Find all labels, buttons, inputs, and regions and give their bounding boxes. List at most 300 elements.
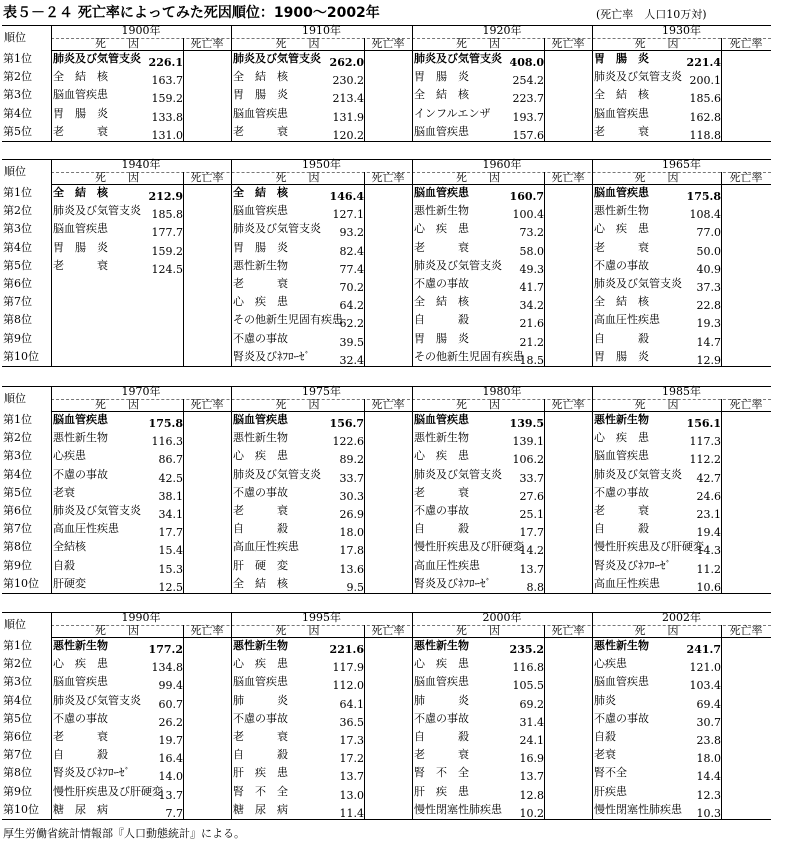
rate-cell: 17.2 <box>339 752 364 766</box>
rate-cell: 133.8 <box>151 110 183 124</box>
rate-divider <box>721 625 722 819</box>
rank-label: 第10位 <box>3 576 39 590</box>
cause-cell: 高血圧性疾患 <box>594 576 660 590</box>
rate-header: 死亡率 <box>190 37 224 50</box>
rate-cell: 93.2 <box>339 226 364 240</box>
rate-cell: 70.2 <box>339 281 364 294</box>
rate-divider <box>183 172 184 366</box>
source-footnote: 厚生労働省統計情報部『人口動態統計』による。 <box>3 827 245 840</box>
rate-cell: 14.2 <box>519 544 544 558</box>
rank-label: 第9位 <box>3 784 32 798</box>
rate-divider <box>721 399 722 593</box>
cause-cell: 自 殺 <box>53 748 108 762</box>
rate-cell: 33.7 <box>339 471 364 485</box>
cause-cell: 脳血管疾患 <box>594 675 649 689</box>
block-bottom-rule <box>2 593 771 594</box>
rate-cell: 112.2 <box>689 453 721 467</box>
cause-cell: 心 疾 患 <box>414 222 469 236</box>
cause-cell: 肝疾患 <box>594 784 627 798</box>
rank-label: 第3位 <box>3 449 32 463</box>
rate-cell: 103.4 <box>689 679 721 693</box>
rate-cell: 105.5 <box>512 679 544 693</box>
rate-cell: 13.7 <box>339 770 364 784</box>
cause-cell: 肝 硬 変 <box>233 558 288 572</box>
rank-label: 第5位 <box>3 711 32 725</box>
rate-header: 死亡率 <box>729 398 763 411</box>
rank-label: 第1位 <box>3 639 32 652</box>
cause-cell: 慢性閉塞性肺疾患 <box>414 802 502 816</box>
cause-cell: 腎炎及びﾈﾌﾛｰｾﾞ <box>233 349 310 363</box>
rate-cell: 30.3 <box>339 489 364 503</box>
cause-header: 死 因 <box>456 37 500 50</box>
rate-cell: 17.7 <box>158 526 183 540</box>
cause-cell: 脳血管疾患 <box>233 106 288 120</box>
rate-cell: 159.2 <box>151 244 183 258</box>
rate-cell: 159.2 <box>151 92 183 106</box>
rate-cell: 14.4 <box>696 770 721 784</box>
rate-divider <box>183 625 184 819</box>
cause-cell: 脳血管疾患 <box>594 106 649 120</box>
rate-divider <box>364 625 365 819</box>
cause-cell: インフルエンザ <box>414 106 491 120</box>
cause-cell: 老衰 <box>53 485 75 499</box>
rank-label: 第8位 <box>3 540 32 554</box>
cause-header: 死 因 <box>634 37 679 50</box>
rate-cell: 15.3 <box>158 562 183 576</box>
cause-cell: 自 殺 <box>594 331 649 345</box>
rank-label: 第3位 <box>3 222 32 236</box>
cause-cell: 老 衰 <box>414 748 469 762</box>
rate-cell: 23.1 <box>696 508 721 521</box>
block-bottom-rule <box>2 366 771 367</box>
rank-label: 第8位 <box>3 766 32 780</box>
cause-cell: 老 衰 <box>53 730 108 743</box>
cause-cell: 心疾患 <box>594 657 627 671</box>
cause-cell: 全 結 核 <box>53 186 108 199</box>
rank-label: 第4位 <box>3 467 32 481</box>
cause-cell: 心 疾 患 <box>414 657 469 671</box>
cause-header: 死 因 <box>456 171 500 184</box>
rank-label: 第6位 <box>3 277 32 290</box>
cause-cell: 不慮の事故 <box>53 711 108 725</box>
cause-cell: 胃 腸 炎 <box>233 240 288 254</box>
cause-cell: 肺炎及び気管支炎 <box>233 222 321 236</box>
rate-cell: 33.7 <box>519 471 544 485</box>
rate-header: 死亡率 <box>371 37 405 50</box>
cause-cell: 心 疾 患 <box>414 449 469 463</box>
rate-divider <box>721 38 722 141</box>
rate-cell: 122.6 <box>332 435 364 449</box>
cause-cell: 心疾患 <box>53 449 86 463</box>
cause-cell: 腎炎及びﾈﾌﾛｰｾﾞ <box>414 576 491 590</box>
rate-cell: 27.6 <box>519 489 544 503</box>
year-header: 1995年 <box>302 611 341 624</box>
cause-cell: その他新生児固有疾患 <box>414 349 524 363</box>
rate-cell: 108.4 <box>689 208 721 222</box>
column-divider <box>412 612 413 819</box>
rate-cell: 12.8 <box>519 788 544 802</box>
rate-cell: 23.8 <box>696 734 721 747</box>
cause-header: 死 因 <box>456 398 500 411</box>
cause-cell: 心 疾 患 <box>594 222 649 236</box>
cause-cell: 老 衰 <box>233 730 288 743</box>
rate-cell: 34.2 <box>519 299 544 313</box>
cause-cell: 全 結 核 <box>594 295 649 309</box>
rate-cell: 77.4 <box>339 262 364 276</box>
year-header: 1975年 <box>302 385 341 398</box>
rate-cell: 226.1 <box>148 56 183 69</box>
cause-cell: 老 衰 <box>414 485 469 499</box>
rate-cell: 42.7 <box>696 471 721 485</box>
rate-cell: 64.2 <box>339 299 364 313</box>
rate-divider <box>544 172 545 366</box>
cause-cell: 全 結 核 <box>233 576 288 590</box>
cause-cell: 悪性新生物 <box>594 204 649 218</box>
cause-cell: 全 結 核 <box>233 70 288 84</box>
cause-cell: 肝硬変 <box>53 576 86 590</box>
cause-header: 死 因 <box>275 624 320 637</box>
rate-cell: 37.3 <box>696 281 721 294</box>
cause-cell: 老 衰 <box>414 240 469 254</box>
cause-cell: 肺炎及び気管支炎 <box>414 467 502 481</box>
rank-label: 第1位 <box>3 52 32 65</box>
rate-cell: 156.7 <box>329 417 364 430</box>
cause-cell: 老 衰 <box>233 124 288 138</box>
rate-cell: 69.4 <box>696 697 721 711</box>
cause-cell: 悪性新生物 <box>53 639 108 652</box>
cause-cell: 肺炎及び気管支炎 <box>53 52 141 65</box>
year-header: 2000年 <box>482 611 522 624</box>
rate-cell: 58.0 <box>519 244 544 258</box>
rate-cell: 32.4 <box>339 353 364 367</box>
rank-label: 第7位 <box>3 748 32 762</box>
rate-cell: 223.7 <box>512 92 544 106</box>
rate-cell: 131.0 <box>151 128 183 142</box>
rate-cell: 14.0 <box>158 770 183 784</box>
rate-cell: 24.6 <box>696 489 721 503</box>
cause-cell: 心 疾 患 <box>594 431 649 445</box>
cause-cell: 自 殺 <box>414 730 469 743</box>
rate-cell: 117.9 <box>332 661 364 675</box>
cause-cell: 脳血管疾患 <box>233 675 288 689</box>
cause-cell: 脳血管疾患 <box>414 124 469 138</box>
cause-cell: 悪性新生物 <box>414 639 469 652</box>
table-title: 表５－２４ 死亡率によってみた死因順位：1900～2002年 <box>3 5 380 21</box>
column-divider <box>231 159 232 366</box>
cause-cell: 胃 腸 炎 <box>594 52 649 65</box>
rate-cell: 157.6 <box>512 128 544 142</box>
rate-cell: 10.6 <box>696 580 721 594</box>
rate-cell: 160.7 <box>509 190 544 203</box>
cause-cell: 肺炎 <box>594 693 616 707</box>
rate-cell: 40.9 <box>696 262 721 276</box>
cause-cell: 全 結 核 <box>53 70 108 84</box>
cause-cell: 胃 腸 炎 <box>53 240 108 254</box>
rate-cell: 185.8 <box>151 208 183 222</box>
cause-cell: 悪性新生物 <box>53 431 108 445</box>
cause-cell: 肺炎及び気管支炎 <box>414 52 502 65</box>
cause-header: 死 因 <box>275 171 320 184</box>
rate-header: 死亡率 <box>190 624 224 637</box>
cause-cell: 肝 疾 患 <box>414 784 469 798</box>
rate-cell: 100.4 <box>512 208 544 222</box>
cause-cell: 脳血管疾患 <box>53 675 108 689</box>
rate-cell: 12.5 <box>158 580 183 594</box>
rate-header: 死亡率 <box>551 398 585 411</box>
rate-cell: 408.0 <box>509 56 544 69</box>
rate-cell: 86.7 <box>158 453 183 467</box>
rank-label: 第2位 <box>3 431 32 445</box>
year-header: 2002年 <box>662 611 701 624</box>
rank-label: 第7位 <box>3 295 32 309</box>
cause-cell: 肺炎及び気管支炎 <box>53 504 141 517</box>
cause-cell: 不慮の事故 <box>233 331 288 345</box>
cause-cell: 心 疾 患 <box>233 657 288 671</box>
cause-cell: 悪性新生物 <box>414 204 469 218</box>
year-header: 1940年 <box>121 158 161 171</box>
rate-divider <box>183 38 184 141</box>
rate-cell: 62.2 <box>339 317 364 331</box>
cause-cell: 胃 腸 炎 <box>414 70 469 84</box>
column-divider <box>592 159 593 366</box>
rate-cell: 262.0 <box>329 56 364 69</box>
rate-header: 死亡率 <box>729 171 763 184</box>
rate-cell: 18.5 <box>519 353 544 367</box>
year-header: 1970年 <box>121 385 161 398</box>
rate-cell: 139.1 <box>512 435 544 449</box>
cause-cell: 自殺 <box>53 558 75 572</box>
rate-cell: 118.8 <box>689 128 721 142</box>
rate-cell: 18.0 <box>696 752 721 766</box>
cause-cell: 不慮の事故 <box>233 485 288 499</box>
cause-cell: 不慮の事故 <box>594 258 649 272</box>
rate-cell: 12.3 <box>696 788 721 802</box>
rate-cell: 116.8 <box>512 661 544 675</box>
cause-cell: 自 殺 <box>233 522 288 536</box>
rate-header: 死亡率 <box>551 171 585 184</box>
cause-cell: 自殺 <box>594 730 616 743</box>
cause-cell: 腎 不 全 <box>233 784 288 798</box>
rate-cell: 30.7 <box>696 715 721 729</box>
rate-cell: 13.7 <box>158 788 183 802</box>
cause-cell: 自 殺 <box>233 748 288 762</box>
cause-cell: 高血圧性疾患 <box>414 558 480 572</box>
cause-cell: 腎炎及びﾈﾌﾛｰｾﾞ <box>594 558 671 572</box>
rate-divider <box>544 399 545 593</box>
rate-cell: 39.5 <box>339 335 364 349</box>
cause-header: 死 因 <box>275 398 320 411</box>
block-bottom-rule <box>2 819 771 820</box>
rate-cell: 9.5 <box>346 580 364 594</box>
rate-cell: 17.7 <box>519 526 544 540</box>
rate-cell: 21.6 <box>519 317 544 331</box>
cause-cell: 老 衰 <box>233 277 288 290</box>
rate-cell: 235.2 <box>509 643 544 656</box>
cause-cell: 全 結 核 <box>233 186 288 199</box>
rate-cell: 8.8 <box>526 580 544 594</box>
rate-cell: 162.8 <box>689 110 721 124</box>
cause-cell: 慢性肝疾患及び肝硬変 <box>594 540 704 554</box>
rate-cell: 19.4 <box>696 526 721 540</box>
cause-header: 死 因 <box>456 624 500 637</box>
cause-cell: 脳血管疾患 <box>414 186 469 199</box>
rate-cell: 200.1 <box>689 74 721 88</box>
cause-cell: 脳血管疾患 <box>53 222 108 236</box>
cause-cell: 胃 腸 炎 <box>233 88 288 102</box>
year-header: 1900年 <box>121 24 161 37</box>
rate-header: 死亡率 <box>371 398 405 411</box>
rate-cell: 31.4 <box>519 715 544 729</box>
rank-label: 第5位 <box>3 124 32 138</box>
rate-cell: 156.1 <box>686 417 721 430</box>
year-header: 1910年 <box>302 24 341 37</box>
rate-cell: 21.2 <box>519 335 544 349</box>
rank-header: 順位 <box>4 392 26 405</box>
cause-header: 死 因 <box>95 171 139 184</box>
cause-cell: 腎炎及びﾈﾌﾛｰｾﾞ <box>53 766 130 780</box>
rank-label: 第2位 <box>3 70 32 84</box>
block-bottom-rule <box>2 141 771 142</box>
rank-label: 第5位 <box>3 485 32 499</box>
rate-cell: 10.2 <box>519 806 544 820</box>
cause-cell: 脳血管疾患 <box>594 186 649 199</box>
rate-divider <box>364 172 365 366</box>
rate-cell: 22.8 <box>696 299 721 313</box>
rank-header: 順位 <box>4 31 26 44</box>
cause-header: 死 因 <box>634 398 679 411</box>
rate-cell: 213.4 <box>332 92 364 106</box>
rank-label: 第9位 <box>3 331 32 345</box>
rate-header: 死亡率 <box>551 624 585 637</box>
rate-cell: 7.7 <box>165 806 183 820</box>
rate-cell: 193.7 <box>512 110 544 124</box>
cause-cell: 不慮の事故 <box>594 711 649 725</box>
column-divider <box>51 159 52 366</box>
cause-cell: 不慮の事故 <box>414 277 469 290</box>
column-divider <box>51 386 52 593</box>
cause-cell: 全 結 核 <box>414 88 469 102</box>
cause-cell: 老 衰 <box>53 124 108 138</box>
cause-cell: 肺炎及び気管支炎 <box>53 693 141 707</box>
rate-cell: 17.8 <box>339 544 364 558</box>
cause-header: 死 因 <box>95 624 139 637</box>
rank-header: 順位 <box>4 618 26 631</box>
cause-cell: 心 疾 患 <box>233 295 288 309</box>
cause-cell: 自 殺 <box>414 522 469 536</box>
rate-cell: 18.0 <box>339 526 364 540</box>
cause-cell: 腎 不 全 <box>414 766 469 780</box>
cause-cell: 慢性肝疾患及び肝硬変 <box>414 540 524 554</box>
rate-cell: 185.6 <box>689 92 721 106</box>
rate-cell: 14.3 <box>696 544 721 558</box>
rank-label: 第7位 <box>3 522 32 536</box>
column-divider <box>412 159 413 366</box>
cause-cell: 肺 炎 <box>233 693 288 707</box>
year-header: 1985年 <box>662 385 701 398</box>
cause-cell: 脳血管疾患 <box>414 675 469 689</box>
rate-divider <box>721 172 722 366</box>
rate-cell: 13.0 <box>339 788 364 802</box>
rank-label: 第1位 <box>3 413 32 426</box>
rank-label: 第6位 <box>3 730 32 743</box>
cause-cell: 糖 尿 病 <box>53 802 108 816</box>
rate-header: 死亡率 <box>371 171 405 184</box>
rate-cell: 24.1 <box>519 734 544 747</box>
rate-cell: 49.3 <box>519 262 544 276</box>
unit-note: (死亡率 人口10万対) <box>596 8 707 21</box>
cause-cell: 肝 疾 患 <box>233 766 288 780</box>
cause-cell: 糖 尿 病 <box>233 802 288 816</box>
cause-cell: 悪性新生物 <box>594 413 649 426</box>
rank-label: 第1位 <box>3 186 32 199</box>
column-divider <box>51 612 52 819</box>
cause-cell: 老 衰 <box>594 240 649 254</box>
cause-cell: 肺炎及び気管支炎 <box>53 204 141 218</box>
cause-cell: 自 殺 <box>594 522 649 536</box>
rate-cell: 34.1 <box>158 508 183 521</box>
rate-cell: 131.9 <box>332 110 364 124</box>
rate-cell: 38.1 <box>158 489 183 503</box>
year-header: 1930年 <box>662 24 701 37</box>
cause-cell: 慢性肝疾患及び肝硬変 <box>53 784 163 798</box>
cause-header: 死 因 <box>95 37 139 50</box>
cause-cell: 肺炎及び気管支炎 <box>594 467 682 481</box>
cause-cell: その他新生児固有疾患 <box>233 313 343 327</box>
cause-header: 死 因 <box>95 398 139 411</box>
rate-cell: 116.3 <box>151 435 183 449</box>
rate-cell: 254.2 <box>512 74 544 88</box>
rate-cell: 82.4 <box>339 244 364 258</box>
cause-cell: 悪性新生物 <box>233 431 288 445</box>
cause-cell: 肺炎及び気管支炎 <box>594 277 682 290</box>
cause-cell: 悪性新生物 <box>594 639 649 652</box>
cause-cell: 胃 腸 炎 <box>414 331 469 345</box>
cause-cell: 脳血管疾患 <box>414 413 469 426</box>
rank-label: 第3位 <box>3 675 32 689</box>
rate-cell: 175.8 <box>686 190 721 203</box>
rank-label: 第5位 <box>3 258 32 272</box>
cause-cell: 不慮の事故 <box>233 711 288 725</box>
cause-header: 死 因 <box>634 171 679 184</box>
cause-cell: 肺 炎 <box>414 693 469 707</box>
cause-cell: 全結核 <box>53 540 86 554</box>
rate-cell: 134.8 <box>151 661 183 675</box>
cause-cell: 自 殺 <box>414 313 469 327</box>
year-header: 1920年 <box>482 24 522 37</box>
column-divider <box>592 612 593 819</box>
cause-header: 死 因 <box>634 624 679 637</box>
rank-label: 第10位 <box>3 349 39 363</box>
rate-cell: 26.9 <box>339 508 364 521</box>
cause-cell: 脳血管疾患 <box>53 88 108 102</box>
rate-cell: 241.7 <box>686 643 721 656</box>
rate-cell: 13.6 <box>339 562 364 576</box>
cause-cell: 高血圧性疾患 <box>53 522 119 536</box>
year-header: 1965年 <box>662 158 701 171</box>
rate-cell: 17.3 <box>339 734 364 747</box>
rank-label: 第6位 <box>3 504 32 517</box>
cause-cell: 肺炎及び気管支炎 <box>594 70 682 84</box>
rate-cell: 11.2 <box>696 562 721 576</box>
year-header: 1990年 <box>121 611 161 624</box>
rate-cell: 117.3 <box>689 435 721 449</box>
cause-cell: 不慮の事故 <box>594 485 649 499</box>
cause-cell: 悪性新生物 <box>414 431 469 445</box>
cause-cell: 不慮の事故 <box>414 711 469 725</box>
cause-cell: 脳血管疾患 <box>233 204 288 218</box>
rate-cell: 36.5 <box>339 715 364 729</box>
cause-cell: 老 衰 <box>53 258 108 272</box>
